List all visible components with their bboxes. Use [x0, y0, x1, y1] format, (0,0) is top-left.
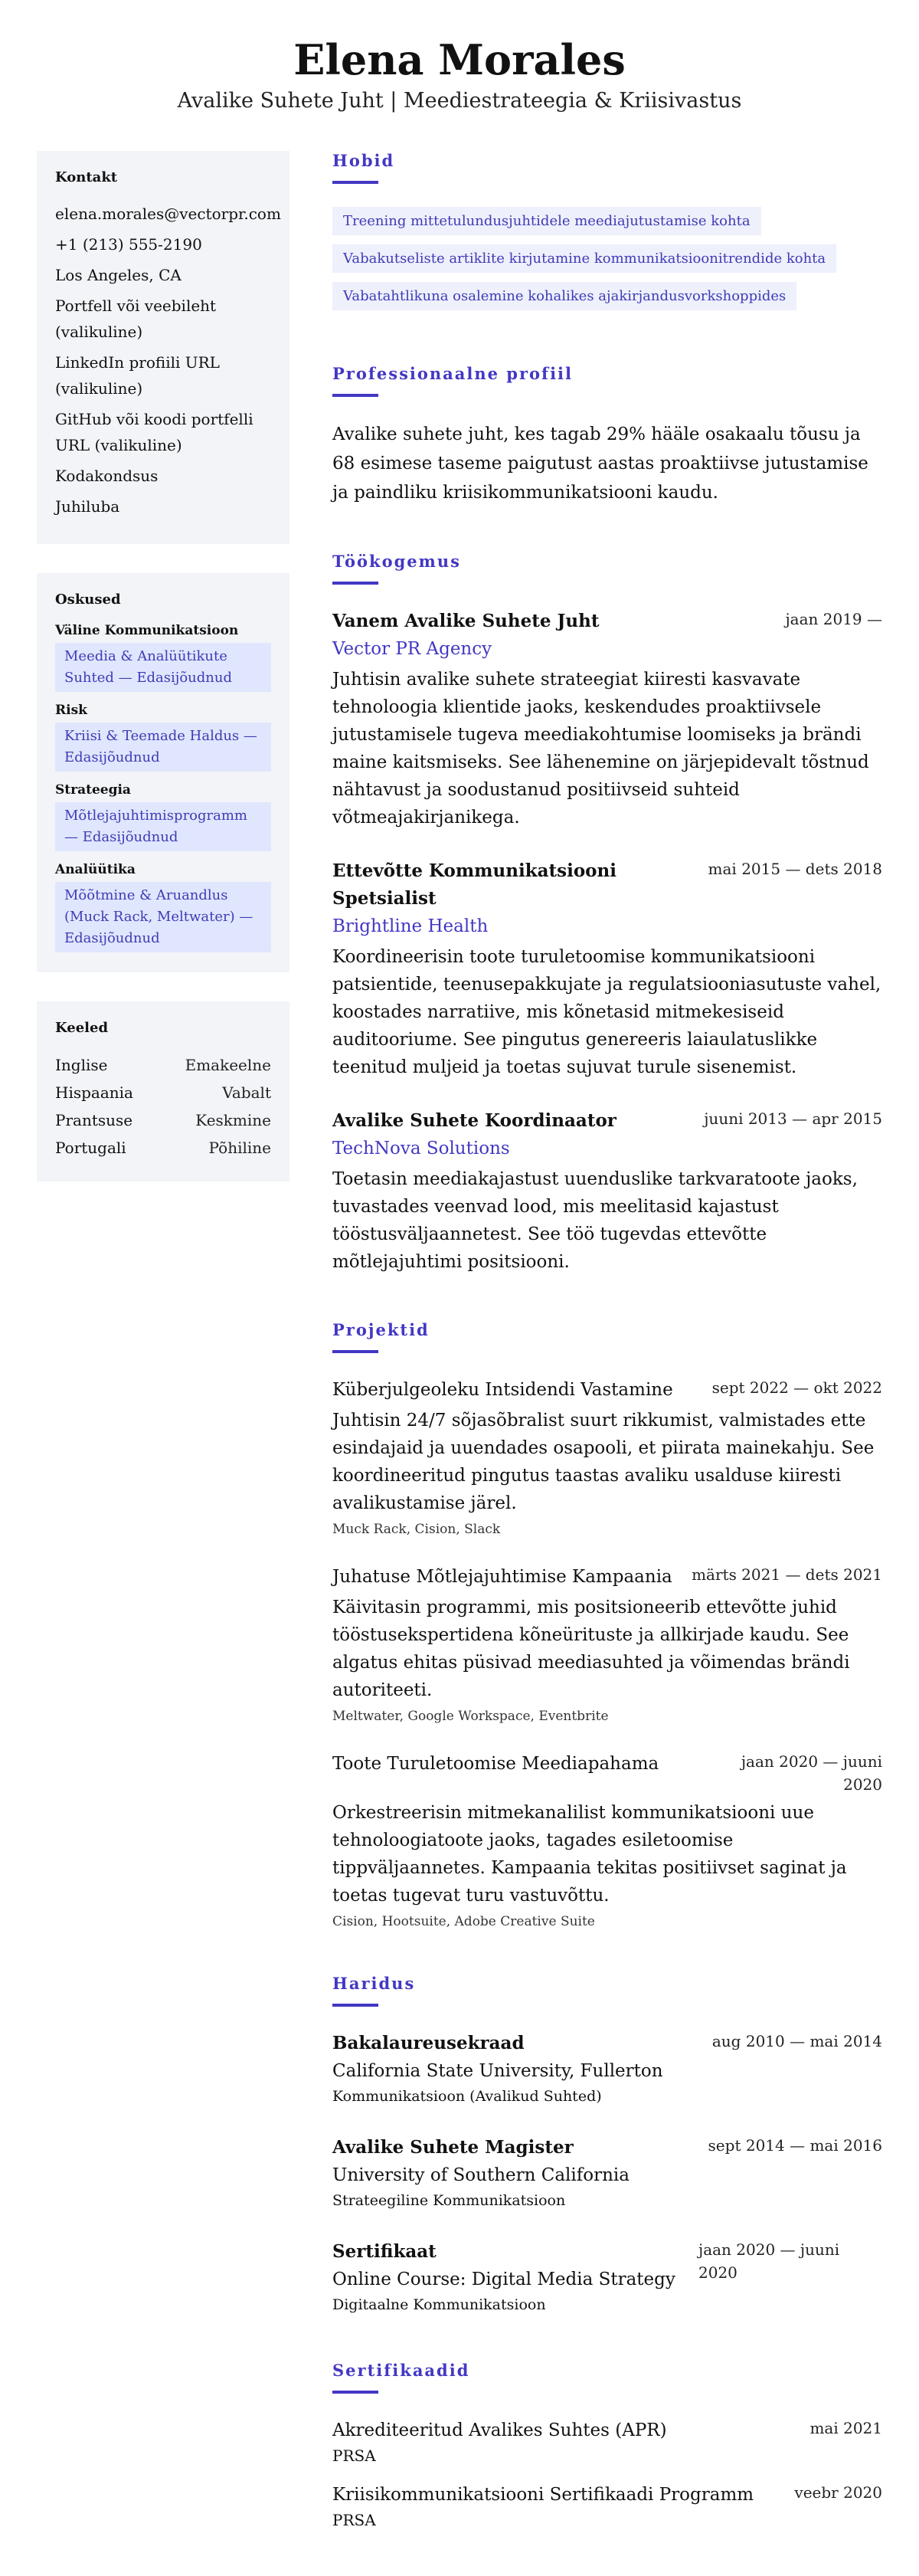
certification-date: mai 2021	[809, 2419, 882, 2437]
project-title: Toote Turuletoomise Meediapahama	[332, 1754, 659, 1774]
project-entry	[332, 1376, 882, 1537]
contact-item: elena.morales@vectorpr.com	[55, 205, 281, 223]
contact-item: GitHub või koodi portfelli URL (valikuline)	[55, 410, 253, 454]
education-header	[332, 2134, 882, 2212]
section-title: Professionaalne profiil	[332, 364, 574, 383]
education-entry	[332, 2030, 882, 2108]
education-entry	[332, 2134, 882, 2212]
projects-section	[332, 1320, 882, 1929]
languages-box	[37, 1001, 289, 1181]
project-header	[332, 1376, 882, 1404]
skill-tag: Mõtlejajuhtimisprogramm — Edasijõudnud	[55, 802, 271, 851]
job-header	[332, 608, 882, 635]
language-level: Emakeelne	[185, 1056, 271, 1074]
school-name: California State University, Fullerton	[332, 2061, 663, 2081]
job-description: Koordineerisin toote turuletoomise kommunikatsiooni patsientide, teenusepakkujate ja regulatsiooniasutuste vahel, koostades narratiive, mis kõnetasid mitmekesiseid auditooriume. See pingutus genereeris laiaulatuslikke teenitud muljeid ja toetas sujuvat turule sisenemist.	[332, 947, 881, 1077]
sidebar	[37, 151, 289, 2576]
person-name: Elena Morales	[293, 35, 626, 84]
certification-header	[332, 2417, 882, 2444]
education-main	[332, 2030, 663, 2108]
certification-name: Akrediteeritud Avalikes Suhtes (APR)	[332, 2420, 667, 2440]
job-header	[332, 857, 882, 913]
school-name: University of Southern California	[332, 2165, 630, 2185]
section-divider	[332, 181, 378, 184]
skills-title: Oskused	[55, 592, 121, 608]
company-name: TechNova Solutions	[332, 1139, 510, 1159]
job-description: Juhtisin avalike suhete strateegiat kiiresti kasvavate tehnoloogia klientide jaoks, keskendudes proaktiivsele jutustamisele tugeva meediakohtumise loomiseks ja brändi maine kaitsmiseks. See lähenemine on järjepidevalt tõstnud nähtavust ja soodustanud positiivseid suhteid võtmeajakirjanikega.	[332, 670, 869, 828]
contact-title: Kontakt	[55, 169, 118, 185]
education-date: sept 2014 — mai 2016	[708, 2136, 882, 2155]
degree: Avalike Suhete Magister	[332, 2137, 574, 2158]
project-date: jaan 2020 — juuni 2020	[741, 1752, 882, 1794]
contact-item: Portfell või veebileht (valikuline)	[55, 297, 217, 341]
job-title: Vanem Avalike Suhete Juht	[332, 611, 600, 631]
main-content	[332, 151, 882, 2576]
section-divider	[332, 2004, 378, 2007]
project-tech: Cision, Hootsuite, Adobe Creative Suite	[332, 1914, 595, 1929]
skill-category: Analüütika	[55, 862, 136, 877]
job-entry	[332, 608, 882, 831]
job-title: Ettevõtte Kommunikatsiooni Spetsialist	[332, 860, 616, 909]
company-name: Brightline Health	[332, 916, 489, 936]
certification-issuer: PRSA	[332, 2447, 376, 2465]
education-main	[332, 2134, 630, 2212]
section-divider	[332, 1350, 378, 1353]
education-header	[332, 2030, 882, 2108]
certification-issuer: PRSA	[332, 2511, 376, 2529]
project-date: sept 2022 — okt 2022	[711, 1378, 882, 1397]
hobby-tag: Vabakutseliste artiklite kirjutamine kommunikatsioonitrendide kohta	[332, 244, 836, 273]
certifications-section	[332, 2361, 882, 2532]
language-row	[55, 1106, 271, 1134]
education-section	[332, 1974, 882, 2316]
contact-item: LinkedIn profiili URL (valikuline)	[55, 353, 220, 398]
language-row	[55, 1051, 271, 1079]
language-name: Portugali	[55, 1139, 126, 1157]
skill-category: Risk	[55, 703, 87, 718]
job-date: juuni 2013 — apr 2015	[704, 1109, 882, 1128]
certification-entry	[332, 2481, 882, 2532]
field-of-study: Kommunikatsioon (Avalikud Suhted)	[332, 2088, 602, 2105]
job-header	[332, 1107, 882, 1135]
contact-item: +1 (213) 555-2190	[55, 235, 202, 254]
experience-section	[332, 552, 882, 1276]
section-divider	[332, 2391, 378, 2394]
certification-header	[332, 2481, 882, 2509]
project-description: Käivitasin programmi, mis positsioneerib ettevõtte juhid tööstusekspertidena kõneürituste ja allkirjade kaudu. See algatus ehitas püsivad meediasuhted ja võimendas brändi autoriteeti.	[332, 1598, 850, 1700]
project-description: Juhtisin 24/7 sõjasõbralist suurt rikkumist, valmistades ette esindajaid ja uuendades osapooli, et piirata mainekahju. See koordineeritud pingutus taastas avaliku usalduse kiiresti avalikustamise järel.	[332, 1411, 875, 1513]
education-header	[332, 2238, 882, 2316]
education-date: aug 2010 — mai 2014	[711, 2032, 882, 2050]
contact-item: Kodakondsus	[55, 467, 159, 485]
education-main	[332, 2238, 675, 2316]
contact-box	[37, 151, 289, 544]
language-name: Hispaania	[55, 1083, 133, 1102]
job-date: jaan 2019 —	[785, 610, 882, 628]
project-description: Orkestreerisin mitmekanalilist kommunikatsiooni uue tehnoloogiatoote jaoks, tagades esiletoomise tippväljaannetes. Kampaania tekitas positiivset saginat ja toetas tugevat turu vastuvõttu.	[332, 1803, 847, 1906]
skill-category: Strateegia	[55, 782, 131, 798]
skills-box	[37, 573, 289, 972]
certification-date: veebr 2020	[794, 2483, 882, 2502]
section-title: Projektid	[332, 1320, 430, 1339]
hobbies-section	[332, 151, 882, 320]
hobby-tag: Treening mittetulundusjuhtidele meediajutustamise kohta	[332, 207, 761, 235]
section-title: Hobid	[332, 151, 395, 170]
hobby-tag: Vabatahtlikuna osalemine kohalikes ajakirjandusvorkshoppides	[332, 282, 796, 310]
skill-tag: Kriisi & Teemade Haldus — Edasijõudnud	[55, 723, 271, 772]
headline: Avalike Suhete Juht | Meediestrateegia & Kriisivastus	[177, 89, 742, 113]
resume-header	[0, 0, 919, 113]
language-level: Keskmine	[195, 1111, 271, 1129]
project-entry	[332, 1750, 882, 1929]
school-name: Online Course: Digital Media Strategy	[332, 2270, 675, 2289]
job-description: Toetasin meediakajastust uuenduslike tarkvaratoote jaoks, tuvastades veenvad lood, mis meelitasid kajastust tööstusväljaannetest. See töö tugevdas ettevõtte mõtlejajuhtimi positsiooni.	[332, 1169, 858, 1272]
degree: Sertifikaat	[332, 2241, 437, 2262]
education-date: jaan 2020 — juuni 2020	[698, 2240, 840, 2282]
job-entry	[332, 1107, 882, 1276]
section-divider	[332, 394, 378, 397]
languages-title: Keeled	[55, 1020, 109, 1036]
degree: Bakalaureusekraad	[332, 2033, 525, 2053]
project-date: märts 2021 — dets 2021	[692, 1565, 882, 1584]
section-title: Sertifikaadid	[332, 2361, 470, 2380]
language-row	[55, 1079, 271, 1106]
section-divider	[332, 582, 378, 585]
project-header	[332, 1563, 882, 1591]
job-date: mai 2015 — dets 2018	[708, 860, 882, 878]
skill-category: Väline Kommunikatsioon	[55, 623, 239, 638]
project-entry	[332, 1563, 882, 1724]
language-name: Inglise	[55, 1056, 108, 1074]
profile-text: Avalike suhete juht, kes tagab 29% hääle osakaalu tõusu ja 68 esimese taseme paigutust aastas proaktiivse jutustamise ja paindliku kriisikommunikatsiooni kaudu.	[332, 424, 868, 503]
job-entry	[332, 857, 882, 1081]
language-name: Prantsuse	[55, 1111, 133, 1129]
education-entry	[332, 2238, 882, 2316]
skill-tag: Mõõtmine & Aruandlus (Muck Rack, Meltwater) — Edasijõudnud	[55, 882, 271, 952]
contact-item: Los Angeles, CA	[55, 266, 182, 284]
profile-section	[332, 364, 882, 507]
section-title: Töökogemus	[332, 552, 461, 571]
project-tech: Muck Rack, Cision, Slack	[332, 1522, 501, 1537]
project-title: Juhatuse Mõtlejajuhtimise Kampaania	[332, 1567, 672, 1587]
language-level: Vabalt	[222, 1083, 271, 1102]
project-header	[332, 1750, 882, 1796]
field-of-study: Strateegiline Kommunikatsioon	[332, 2192, 566, 2209]
contact-item: Juhiluba	[55, 497, 120, 516]
language-level: Põhiline	[208, 1139, 271, 1157]
project-title: Küberjulgeoleku Intsidendi Vastamine	[332, 1380, 673, 1400]
project-tech: Meltwater, Google Workspace, Eventbrite	[332, 1709, 609, 1724]
section-title: Haridus	[332, 1974, 416, 1993]
skill-tag: Meedia & Analüütikute Suhted — Edasijõudnud	[55, 643, 271, 692]
certification-entry	[332, 2417, 882, 2467]
job-title: Avalike Suhete Koordinaator	[332, 1110, 616, 1131]
language-row	[55, 1134, 271, 1162]
company-name: Vector PR Agency	[332, 639, 492, 659]
certification-name: Kriisikommunikatsiooni Sertifikaadi Programm	[332, 2485, 754, 2505]
field-of-study: Digitaalne Kommunikatsioon	[332, 2296, 546, 2313]
